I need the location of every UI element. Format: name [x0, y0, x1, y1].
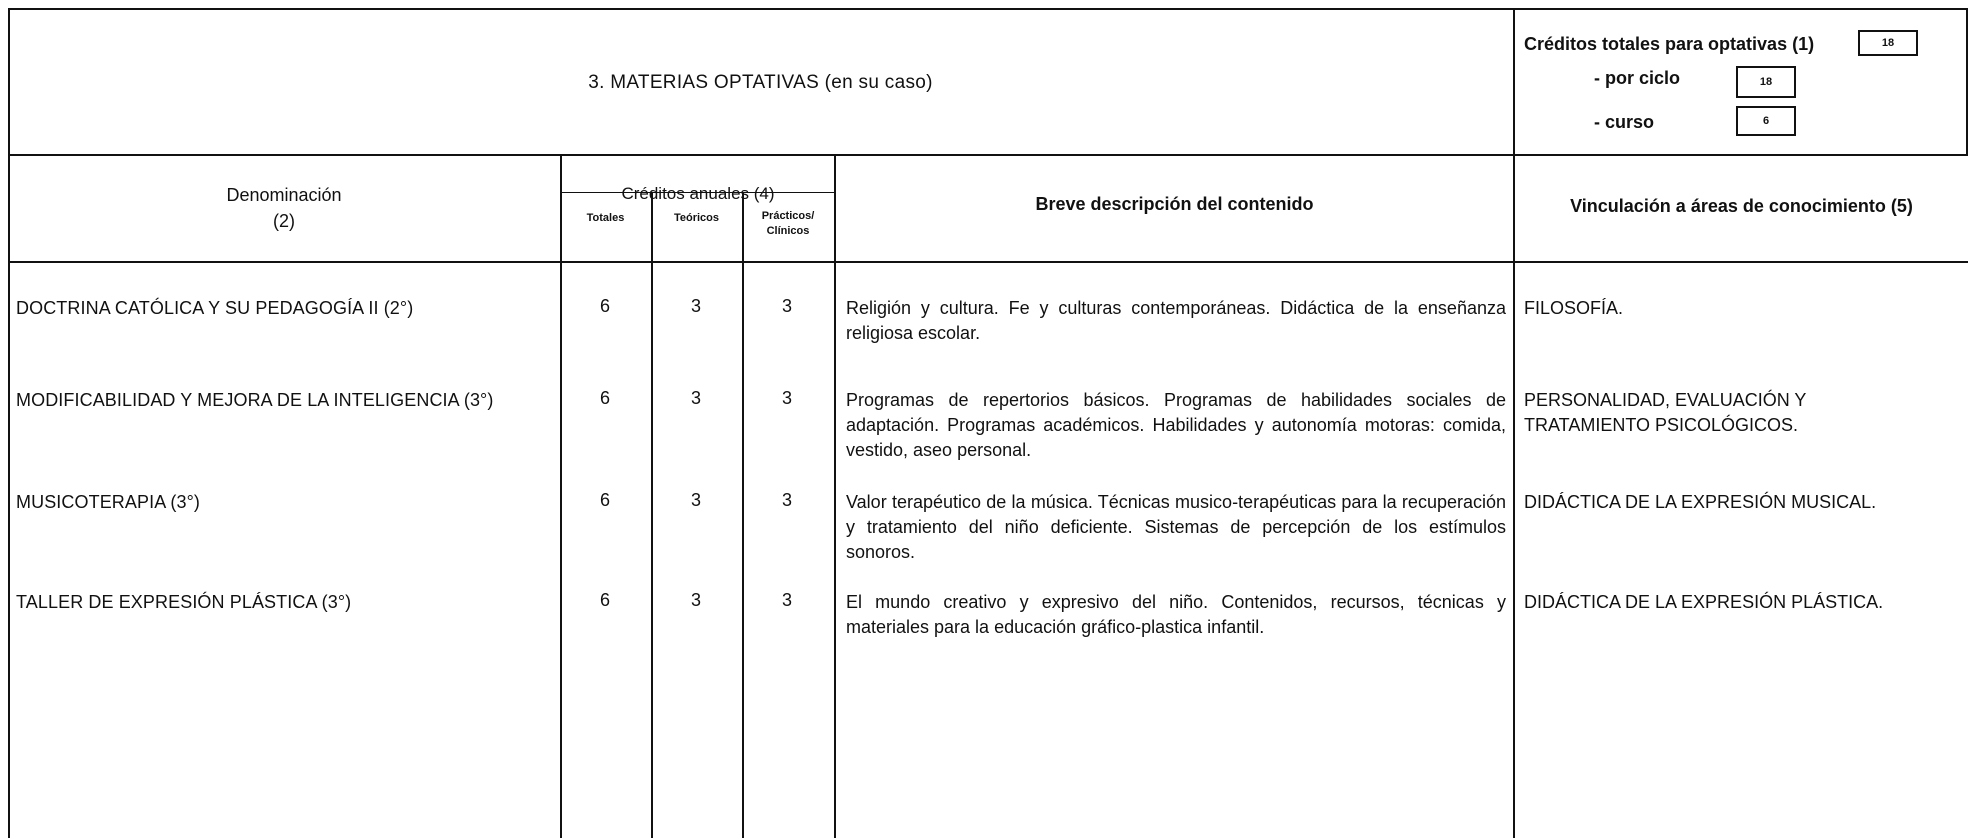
rule-area-col	[1513, 8, 1515, 838]
credits-curso-label: - curso	[1594, 112, 1655, 132]
row-3-practicos: 3	[781, 490, 792, 510]
row-2-description: Programas de repertorios básicos. Programas de habilidades sociales de adaptación. Programas académicos. Habilidades y autonomía motoras: comida, vestido, aseo personal.	[846, 390, 1506, 460]
rule-practicos-col	[834, 154, 836, 838]
header-totales: Totales	[586, 212, 625, 224]
header-practicos-line2: Clínicos	[766, 225, 810, 237]
row-3-teoricos: 3	[690, 490, 701, 510]
row-4-practicos: 3	[781, 590, 792, 610]
header-descripcion: Breve descripción del contenido	[1035, 194, 1314, 214]
row-1-area: FILOSOFÍA.	[1524, 298, 1624, 318]
row-3-name: MUSICOTERAPIA (3°)	[16, 492, 201, 512]
header-vinculacion: Vinculación a áreas de conocimiento (5)	[1570, 196, 1913, 216]
row-4-description: El mundo creativo y expresivo del niño. Contenidos, recursos, técnicas y materiales para la educación gráfico-plastica infantil.	[846, 592, 1506, 637]
row-2-area: PERSONALIDAD, EVALUACIÓN Y TRATAMIENTO PSICOLÓGICOS.	[1524, 390, 1807, 435]
row-3-totales: 6	[599, 490, 610, 510]
row-2-practicos: 3	[781, 388, 792, 408]
credits-curso-value: 6	[1736, 106, 1796, 136]
row-1-description: Religión y cultura. Fe y culturas contemporáneas. Didáctica de la enseñanza religiosa escolar.	[846, 298, 1506, 343]
credits-ciclo-value: 18	[1736, 66, 1796, 98]
row-1-practicos: 3	[781, 296, 792, 316]
row-2-teoricos: 3	[690, 388, 701, 408]
rule-header	[8, 261, 1968, 263]
header-teoricos: Teóricos	[673, 212, 720, 224]
row-2-name: MODIFICABILIDAD Y MEJORA DE LA INTELIGENCIA (3°)	[16, 390, 494, 410]
header-creditos: Créditos anuales (4)	[621, 184, 775, 203]
section-title: 3. MATERIAS OPTATIVAS (en su caso)	[588, 72, 933, 93]
header-practicos	[742, 209, 834, 239]
rule-teoricos-col	[742, 192, 744, 838]
row-1-teoricos: 3	[690, 296, 701, 316]
rule-totales-col	[651, 192, 653, 838]
credits-ciclo-label: - por ciclo	[1594, 68, 1681, 88]
row-4-area: DIDÁCTICA DE LA EXPRESIÓN PLÁSTICA.	[1524, 592, 1884, 612]
header-practicos-line1: Prácticos/	[761, 210, 815, 222]
header-denominacion-label: Denominación	[226, 185, 342, 205]
row-3-area: DIDÁCTICA DE LA EXPRESIÓN MUSICAL.	[1524, 492, 1877, 512]
credits-total-value: 18	[1858, 30, 1918, 56]
optativas-table	[8, 8, 1968, 838]
row-4-teoricos: 3	[690, 590, 701, 610]
row-3-description: Valor terapéutico de la música. Técnicas musico-terapéuticas para la recuperación y tratamiento del niño deficiente. Sistemas de percepción de los estímulos sonoros.	[846, 492, 1506, 562]
border-right	[1966, 8, 1968, 156]
row-2-totales: 6	[599, 388, 610, 408]
rule-name-col	[560, 154, 562, 838]
header-denominacion	[8, 182, 560, 234]
row-4-totales: 6	[599, 590, 610, 610]
row-1-name: DOCTRINA CATÓLICA Y SU PEDAGOGÍA II (2°)	[16, 298, 414, 318]
row-4-name: TALLER DE EXPRESIÓN PLÁSTICA (3°)	[16, 592, 352, 612]
row-1-totales: 6	[599, 296, 610, 316]
credits-total-label: Créditos totales para optativas (1)	[1524, 34, 1815, 54]
header-denominacion-note: (2)	[273, 211, 295, 231]
